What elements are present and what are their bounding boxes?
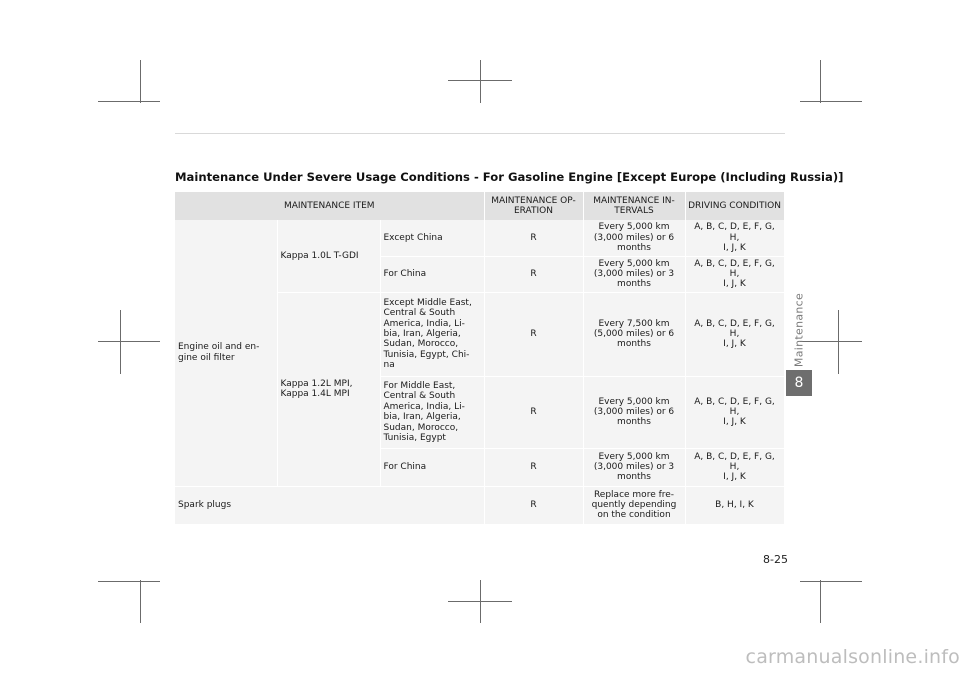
interval-cell: Every 5,000 km (3,000 miles) or 6 months [583,376,685,448]
region-cell: Except China [380,220,484,256]
table-header-row [175,192,784,220]
region-cell: Except Middle East, Central & South America, India, Li- bia, Iran, Algeria, Sudan, Morocco, Tunisia, Egypt, Chi- na [380,292,484,376]
condition-cell: B, H, I, K [685,486,784,524]
item-engine-oil: Engine oil and en- gine oil filter [175,220,277,486]
crop-mark [98,341,160,342]
crop-mark [838,310,839,374]
crop-mark [448,80,512,81]
table-row [175,220,784,256]
interval-cell: Every 5,000 km (3,000 miles) or 6 months [583,220,685,256]
crop-mark [140,580,141,623]
section-label: Maintenance [792,292,806,368]
condition-cell: A, B, C, D, E, F, G, H, I, J, K [685,376,784,448]
item-spark-plugs: Spark plugs [175,486,484,524]
crop-mark [480,60,481,103]
maintenance-table [175,192,785,525]
interval-cell: Every 7,500 km (5,000 miles) or 6 months [583,292,685,376]
condition-cell: A, B, C, D, E, F, G, H, I, J, K [685,256,784,292]
condition-cell: A, B, C, D, E, F, G, H, I, J, K [685,448,784,486]
chapter-tab: 8 [786,370,812,396]
header-driving-condition: DRIVING CONDITION [685,192,784,220]
operation-cell: R [484,256,583,292]
engine-kappa-10: Kappa 1.0L T-GDI [277,220,380,292]
operation-cell: R [484,376,583,448]
crop-mark [448,601,512,602]
interval-cell: Every 5,000 km (3,000 miles) or 3 months [583,256,685,292]
watermark: carmanualsonline.info [745,646,960,668]
interval-cell: Every 5,000 km (3,000 miles) or 3 months [583,448,685,486]
page-number: 8-25 [763,553,788,566]
header-rule [175,133,785,134]
header-maintenance-item: MAINTENANCE ITEM [175,192,484,220]
region-cell: For China [380,256,484,292]
crop-mark [820,60,821,103]
operation-cell: R [484,292,583,376]
crop-mark [800,581,862,582]
operation-cell: R [484,448,583,486]
header-maintenance-operation: MAINTENANCE OP- ERATION [484,192,583,220]
region-cell: For Middle East, Central & South America, India, Li- bia, Iran, Algeria, Sudan, Morocco, Tunisia, Egypt [380,376,484,448]
crop-mark [800,341,862,342]
crop-mark [120,310,121,374]
region-cell: For China [380,448,484,486]
condition-cell: A, B, C, D, E, F, G, H, I, J, K [685,220,784,256]
operation-cell: R [484,486,583,524]
header-maintenance-intervals: MAINTENANCE IN- TERVALS [583,192,685,220]
page-title: Maintenance Under Severe Usage Conditions - For Gasoline Engine [Except Europe (Including Russia)] [175,170,844,184]
crop-mark [800,101,862,102]
crop-mark [98,581,160,582]
condition-cell: A, B, C, D, E, F, G, H, I, J, K [685,292,784,376]
crop-mark [140,60,141,103]
crop-mark [98,101,160,102]
interval-cell: Replace more fre- quently depending on the condition [583,486,685,524]
crop-mark [820,580,821,623]
engine-kappa-12-14: Kappa 1.2L MPI, Kappa 1.4L MPI [277,292,380,486]
table-row [175,486,784,524]
operation-cell: R [484,220,583,256]
